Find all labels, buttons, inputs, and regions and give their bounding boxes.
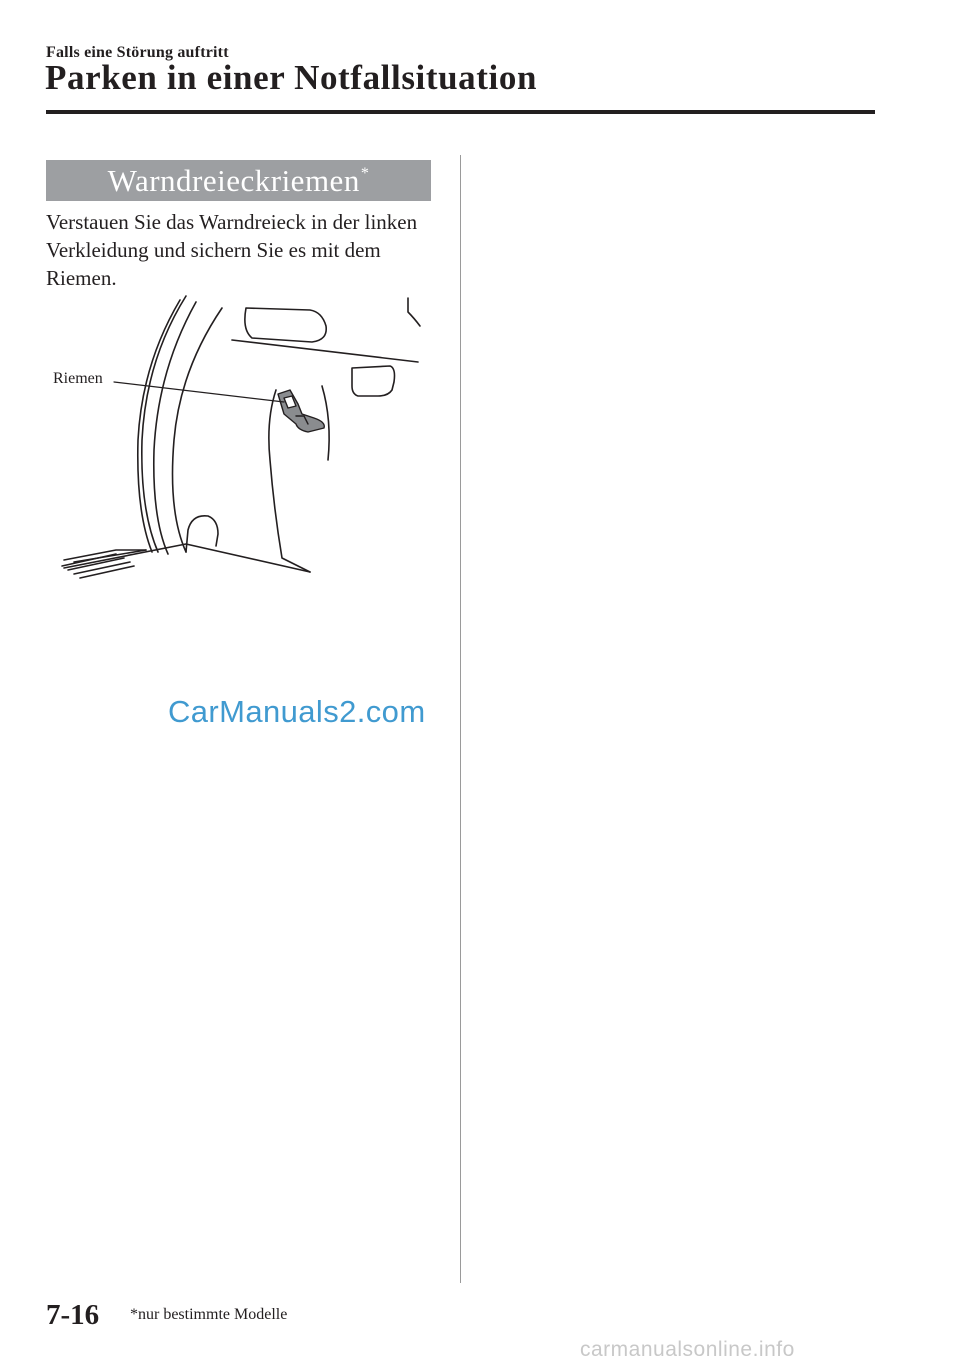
chapter-label: Falls eine Störung auftritt — [46, 44, 229, 61]
strap-buckle — [278, 390, 324, 432]
cargo-area-strap-illustration — [46, 290, 436, 580]
watermark-text: CarManuals2.com — [168, 694, 426, 729]
title-rule — [46, 110, 875, 114]
model-specific-mark: * — [360, 165, 370, 182]
callout-riemen: Riemen — [53, 370, 103, 387]
page-title: Parken in einer Notfallsituation — [45, 58, 538, 97]
section-body-text: Verstauen Sie das Warndreieck in der linken Verkleidung und sichern Sie es mit dem Riemen. — [46, 210, 418, 290]
footnote: *nur bestimmte Modelle — [130, 1306, 288, 1323]
page-number: 7-16 — [46, 1299, 100, 1331]
carmanuals2-watermark — [166, 688, 438, 732]
section-banner — [46, 160, 431, 201]
section-heading: Warndreieckriemen — [107, 163, 360, 198]
column-divider — [460, 155, 461, 1283]
site-watermark-text: carmanualsonline.info — [580, 1338, 795, 1361]
site-watermark — [578, 1337, 958, 1361]
